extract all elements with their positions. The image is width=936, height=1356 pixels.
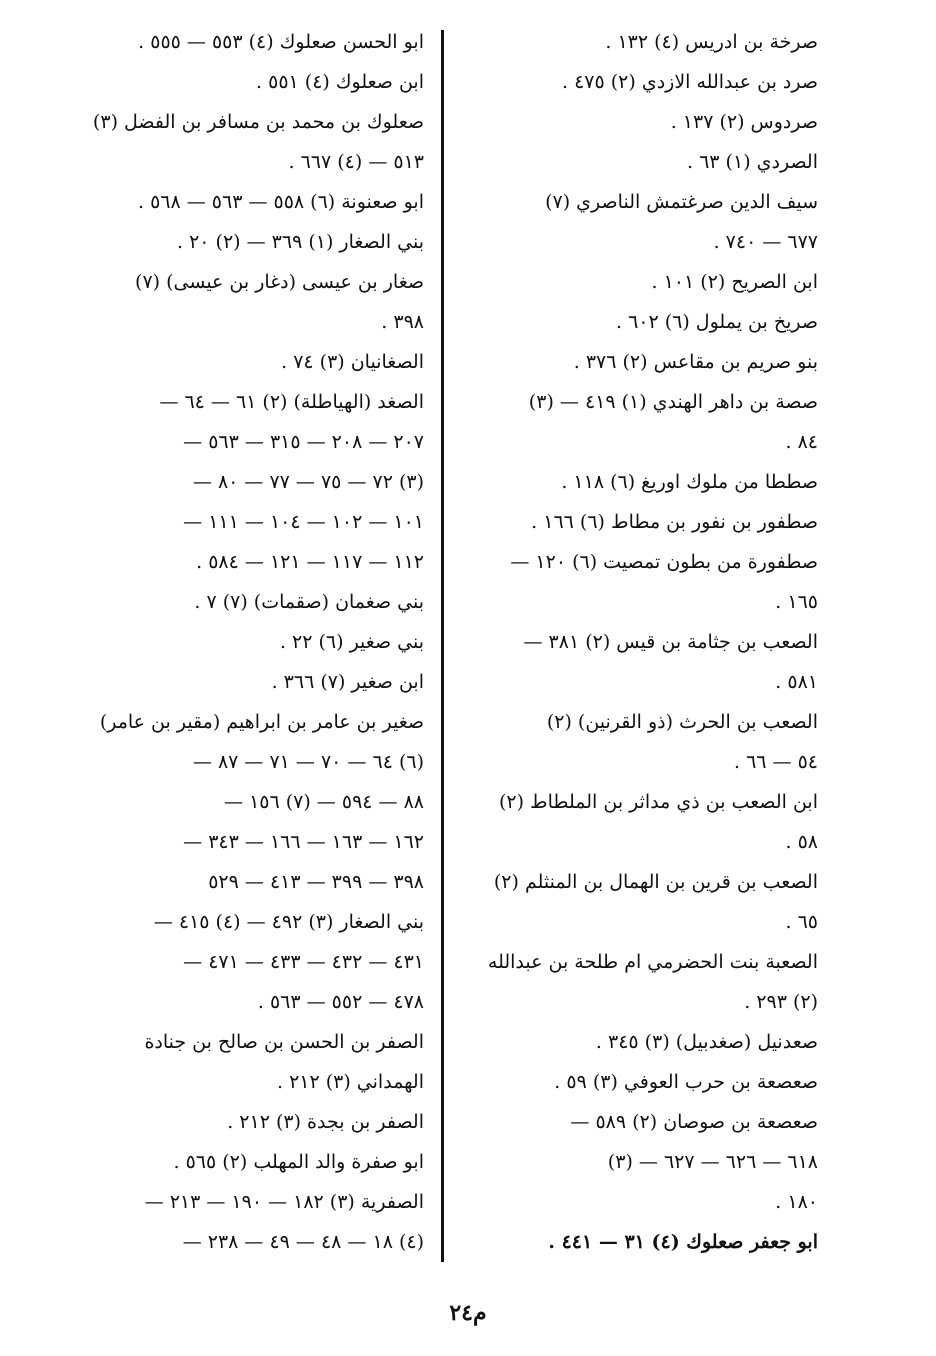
index-entry: ابن الصريح (٢) ١٠١ . [651, 271, 818, 293]
index-entry: ابن صعلوك (٤) ٥٥١ . [256, 71, 424, 93]
index-entry: صغير بن عامر بن ابراهيم (مقير بن عامر) [99, 711, 424, 733]
index-entry-continuation: ١٦٥ . [775, 591, 818, 613]
index-entry: صطفورة من بطون تمصيت (٦) ١٢٠ — [510, 551, 818, 573]
page-number: م٢٤ [449, 1300, 487, 1326]
index-entry: بني صغمان (صقمات) (٧) ٧ . [194, 591, 424, 613]
index-entry-continuation: ٨٨ — ٥٩٤ — (٧) ١٥٦ — [224, 791, 424, 813]
left-index-column [74, 22, 424, 1262]
index-entry: الصعب بن جثامة بن قيس (٢) ٣٨١ — [523, 631, 818, 653]
index-entry-continuation: ١٨٠ . [775, 1191, 818, 1213]
index-entry-continuation: ٦١٨ — ٦٢٦ — ٦٢٧ — (٣) [607, 1151, 818, 1173]
index-entry: الصفر بن بجدة (٣) ٢١٢ . [227, 1111, 424, 1133]
index-entry: صريخ بن يملول (٦) ٦٠٢ . [615, 311, 818, 333]
index-entry: صرد بن عبدالله الازدي (٢) ٤٧٥ . [561, 71, 818, 93]
index-entry-continuation: ٨٤ . [785, 431, 818, 453]
index-entry-continuation: ٦٥ . [785, 911, 818, 933]
index-entry: صرخة بن ادريس (٤) ١٣٢ . [605, 31, 818, 53]
index-entry: الصغد (الهياطلة) (٢) ٦١ — ٦٤ — [159, 391, 424, 413]
index-entry: صعدنيل (صغدبيل) (٣) ٣٤٥ . [595, 1031, 818, 1053]
index-entry: صردوس (٢) ١٣٧ . [670, 111, 818, 133]
index-entry-continuation: (٢) ٢٩٣ . [744, 991, 818, 1013]
index-entry-continuation: ٤٧٨ — ٥٥٢ — ٥٦٣ . [257, 991, 424, 1013]
index-entry-continuation: الهمداني (٣) ٢١٢ . [276, 1071, 424, 1093]
index-entry-continuation: (٣) ٧٢ — ٧٥ — ٧٧ — ٨٠ — [192, 471, 424, 493]
index-entry: الصردي (١) ٦٣ . [687, 151, 818, 173]
index-entry: ابن الصعب بن ذي مداثر بن الملطاط (٢) [498, 791, 818, 813]
index-entry-continuation: ١٦٢ — ١٦٣ — ١٦٦ — ٣٤٣ — [183, 831, 424, 853]
index-entry: بني صغير (٦) ٢٢ . [279, 631, 424, 653]
index-entry-continuation: ٢٠٧ — ٢٠٨ — ٣١٥ — ٥٦٣ — [183, 431, 424, 453]
index-entry-continuation: ٤٣١ — ٤٣٢ — ٤٣٣ — ٤٧١ — [183, 951, 424, 973]
index-entry: الصفر بن الحسن بن صالح بن جنادة [144, 1031, 424, 1053]
index-entry: الصعبة بنت الحضرمي ام طلحة بن عبدالله [487, 951, 818, 973]
index-entry: ابو صفرة والد المهلب (٢) ٥٦٥ . [173, 1151, 424, 1173]
index-entry: الصعب بن قرين بن الهمال بن المنثلم (٢) [493, 871, 818, 893]
index-entry: صعصعة بن حرب العوفي (٣) ٥٩ . [554, 1071, 818, 1093]
index-entry: صعصعة بن صوصان (٢) ٥٨٩ — [570, 1111, 818, 1133]
index-entry: صصة بن داهر الهندي (١) ٤١٩ — (٣) [528, 391, 818, 413]
index-entry: ابو الحسن صعلوك (٤) ٥٥٣ — ٥٥٥ . [138, 31, 424, 53]
column-divider [441, 30, 444, 1262]
index-entry: ابن صغير (٧) ٣٦٦ . [271, 671, 424, 693]
index-entry-continuation: ٥٨ . [785, 831, 818, 853]
index-entry-continuation: ١٠١ — ١٠٢ — ١٠٤ — ١١١ — [183, 511, 424, 533]
index-entry: الصفرية (٣) ١٨٢ — ١٩٠ — ٢١٣ — [144, 1191, 424, 1213]
index-entry-continuation: ٥٤ — ٦٦ . [733, 751, 818, 773]
index-entry-continuation: ٦٧٧ — ٧٤٠ . [713, 231, 818, 253]
index-entry: صطفور بن نفور بن مطاط (٦) ١٦٦ . [531, 511, 818, 533]
index-entry: بني الصغار (١) ٣٦٩ — (٢) ٢٠ . [176, 231, 424, 253]
index-entry-continuation: ٥٨١ . [775, 671, 818, 693]
index-entry: سيف الدين صرغتمش الناصري (٧) [545, 191, 818, 213]
index-entry: صططا من ملوك اوريغ (٦) ١١٨ . [561, 471, 818, 493]
index-entry: بني الصغار (٣) ٤٩٢ — (٤) ٤١٥ — [153, 911, 424, 933]
index-entry-continuation: (٤) ١٨ — ٤٨ — ٤٩ — ٢٣٨ — [182, 1231, 424, 1253]
index-entry: صعلوك بن محمد بن مسافر بن الفضل (٣) [92, 111, 424, 133]
index-entry-continuation: ٥١٣ — (٤) ٦٦٧ . [288, 151, 424, 173]
right-index-column [468, 22, 818, 1262]
index-entry: ابو جعفر صعلوك (٤) ٣١ — ٤٤١ . [548, 1231, 818, 1253]
index-entry: بنو صريم بن مقاعس (٢) ٣٧٦ . [573, 351, 818, 373]
index-entry: الصعب بن الحرث (ذو القرنين) (٢) [546, 711, 818, 733]
index-entry: الصغانيان (٣) ٧٤ . [281, 351, 424, 373]
index-entry: صغار بن عيسى (دغار بن عيسى) (٧) [135, 271, 424, 293]
index-entry-continuation: ١١٢ — ١١٧ — ١٢١ — ٥٨٤ . [196, 551, 424, 573]
index-entry-continuation: (٦) ٦٤ — ٧٠ — ٧١ — ٨٧ — [192, 751, 424, 773]
index-entry: ابو صعنونة (٦) ٥٥٨ — ٥٦٣ — ٥٦٨ . [137, 191, 424, 213]
index-entry-continuation: ٣٩٨ — ٣٩٩ — ٤١٣ — ٥٢٩ [208, 871, 424, 893]
index-entry-continuation: ٣٩٨ . [381, 311, 424, 333]
